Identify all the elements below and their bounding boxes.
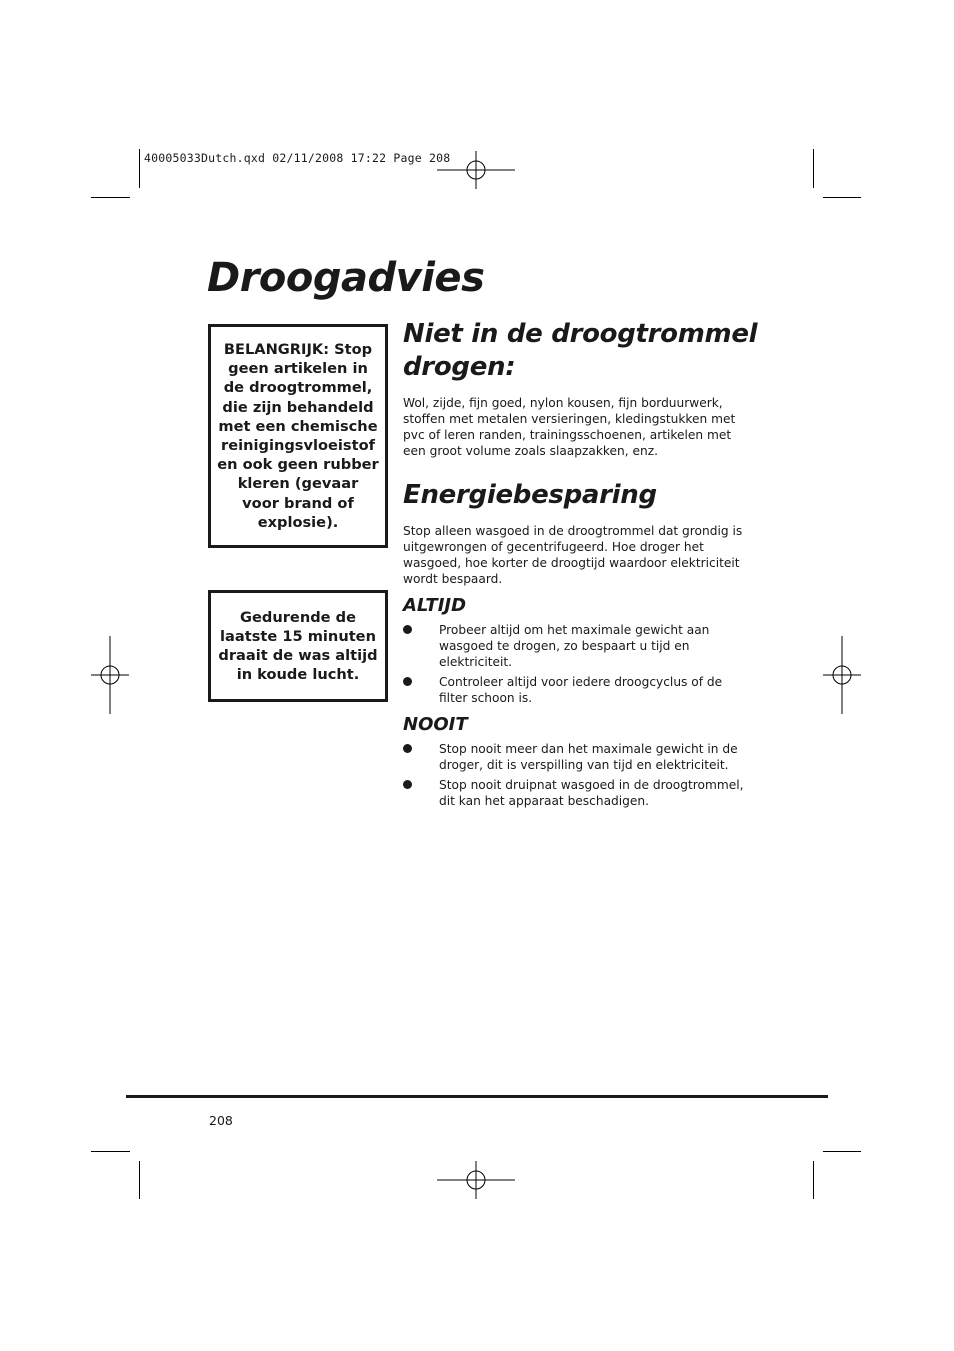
footer-rule: [126, 1095, 828, 1098]
registration-mark-icon: [437, 1141, 515, 1219]
crop-mark: [813, 149, 814, 188]
list-item: [403, 674, 753, 706]
not-dry-paragraph: Wol, zijde, fijn goed, nylon kousen, fijn borduurwerk, stoffen met metalen versieringen, kledingstukken met pvc of leren randen, trainingsschoenen, artikelen met een groot volume zoals slaapzakken, enz.: [403, 396, 736, 458]
bullet-icon: [403, 744, 412, 753]
crop-mark: [813, 1161, 814, 1199]
section-heading-energy: Energiebesparing: [403, 480, 657, 510]
list-item-text: Stop nooit druipnat wasgoed in de droogtrommel, dit kan het apparaat beschadigen.: [439, 778, 744, 808]
list-item-text: Stop nooit meer dan het maximale gewicht in de droger, dit is verspilling van tijd en elektriciteit.: [439, 742, 738, 772]
energy-paragraph: Stop alleen wasgoed in de droogtrommel dat grondig is uitgewrongen of gecentrifugeerd. Hoe droger het wasgoed, hoe korter de droogtijd waardoor elektriciteit wordt bespaard.: [403, 524, 743, 586]
crop-mark: [91, 1151, 130, 1152]
bullet-icon: [403, 625, 412, 634]
cooling-notice-text: Gedurende de laatste 15 minuten draait de was altijd in koude lucht.: [218, 608, 378, 684]
section-heading-line: Niet in de droogtrommel: [403, 319, 758, 349]
crop-mark: [91, 197, 130, 198]
crop-mark: [139, 1161, 140, 1199]
crop-mark: [139, 149, 140, 188]
page-number: 208: [209, 1113, 233, 1128]
important-notice-box: [208, 324, 388, 548]
registration-mark-icon: [437, 131, 515, 209]
bullet-icon: [403, 780, 412, 789]
cooling-notice-box: [208, 590, 388, 702]
section-heading-line: drogen:: [403, 352, 516, 382]
never-heading: NOOIT: [403, 714, 468, 735]
section-heading-not-dry: [403, 318, 757, 384]
list-item-text: Controleer altijd voor iedere droogcyclus of de filter schoon is.: [439, 675, 723, 705]
print-slug: 40005033Dutch.qxd 02/11/2008 17:22 Page 208: [144, 151, 451, 165]
registration-mark-icon: [71, 636, 149, 714]
list-item: [403, 777, 753, 809]
crop-mark: [823, 197, 861, 198]
page-title: Droogadvies: [207, 255, 485, 301]
registration-mark-icon: [803, 636, 881, 714]
list-item-text: Probeer altijd om het maximale gewicht aan wasgoed te drogen, zo bespaart u tijd en elektriciteit.: [439, 623, 710, 669]
never-list: [403, 741, 753, 813]
always-list: [403, 622, 753, 710]
important-notice-text: BELANGRIJK: Stop geen artikelen in de droogtrommel, die zijn behandeld met een chemische reinigingsvloeistof en ook geen rubber kleren (gevaar voor brand of explosie).: [217, 340, 379, 531]
list-item: [403, 622, 753, 670]
crop-mark: [823, 1151, 861, 1152]
list-item: [403, 741, 753, 773]
bullet-icon: [403, 677, 412, 686]
always-heading: ALTIJD: [403, 595, 467, 616]
